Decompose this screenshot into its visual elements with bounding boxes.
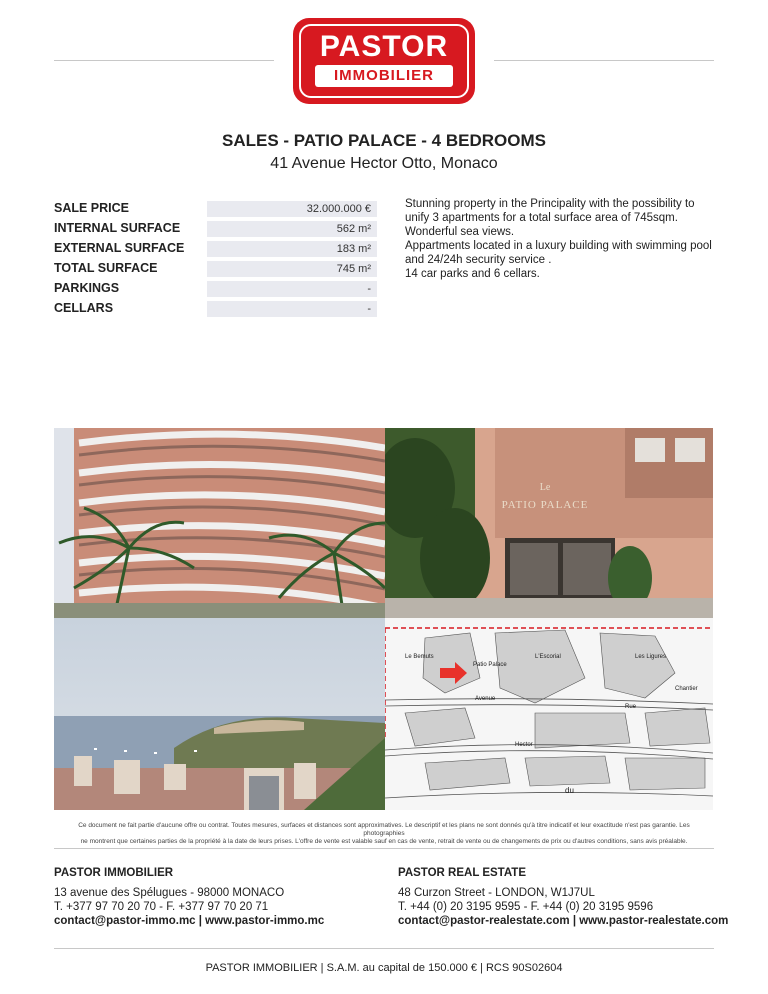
footer-london-contact-link[interactable]: contact@pastor-realestate.com | www.pastor-realestate.com <box>398 915 729 927</box>
spec-value-internal-surface: 562 m² <box>207 221 377 237</box>
map-label: Chantier <box>675 686 698 692</box>
map-label: Les Ligures <box>635 654 667 660</box>
map-label: Le Bemuts <box>405 654 434 660</box>
footer-rule-top <box>54 848 714 849</box>
spec-label-external-surface: EXTERNAL SURFACE <box>54 241 185 255</box>
spec-label-internal-surface: INTERNAL SURFACE <box>54 221 181 235</box>
disclaimer-line: Ce document ne fait partie d'aucune offre ou contrat. Toutes mesures, surfaces et distances sont approximatives. Le descriptif et les plans ne sont donnés qu'à titre indicatif et leur exactitude n'est pas garantie. Les photographies <box>78 822 690 837</box>
logo-text-pastor: PASTOR <box>319 30 449 63</box>
entrance-sign-line2: PATIO PALACE <box>501 499 589 511</box>
footer-london-name: PASTOR REAL ESTATE <box>398 867 527 879</box>
spec-label-parkings: PARKINGS <box>54 281 120 295</box>
spec-value-sale-price: 32.000.000 € <box>207 201 377 217</box>
footer-monaco-contact-link[interactable]: contact@pastor-immo.mc | www.pastor-immo.mc <box>54 915 325 927</box>
disclaimer-line: ne montrent que certaines parties de la propriété à la date de leurs prises. L'offre de vente est valable sauf en cas de vente, retrait de vente ou de changements de prix ou d'autres conditions, sans avis préalable. <box>80 838 688 845</box>
spec-value-total-surface: 745 m² <box>207 261 377 277</box>
footer-london-address: 48 Curzon Street - LONDON, W1J7UL <box>398 887 595 899</box>
spec-value-external-surface: 183 m² <box>207 241 377 257</box>
map-label: Hector <box>515 742 533 748</box>
header-rule-right <box>494 60 714 61</box>
map-label: Rue <box>625 704 637 710</box>
legal-disclaimer <box>60 822 708 846</box>
description-line: 14 car parks and 6 cellars. <box>405 268 540 280</box>
description-line: and 24/24h security service . <box>405 254 552 266</box>
map-label: Patio Palace <box>473 662 507 668</box>
photo-building-facade[interactable] <box>54 428 385 618</box>
entrance-sign-line1: Le <box>539 482 551 493</box>
company-legal-line: PASTOR IMMOBILIER | S.A.M. au capital de 150.000 € | RCS 90S02604 <box>205 962 563 974</box>
footer-monaco-phone: T. +377 97 70 20 70 - F. +377 97 70 20 71 <box>54 901 269 913</box>
photo-sea-view[interactable] <box>54 618 385 810</box>
description-line: Wonderful sea views. <box>405 226 515 238</box>
pastor-logo[interactable] <box>293 18 475 104</box>
header-rule-left <box>54 60 274 61</box>
footer-rule-bottom <box>54 948 714 949</box>
spec-value-parkings: - <box>207 281 377 297</box>
description-line: Appartments located in a luxury building with swimming pool <box>405 240 712 252</box>
photo-entrance[interactable] <box>385 428 713 618</box>
map-label: Avenue <box>475 696 496 702</box>
logo-text-immobilier: IMMOBILIER <box>334 67 434 84</box>
photo-street-map[interactable] <box>385 618 713 810</box>
footer-monaco-address: 13 avenue des Spélugues - 98000 MONACO <box>54 887 285 899</box>
spec-label-sale-price: SALE PRICE <box>54 201 130 215</box>
footer-london-phone: T. +44 (0) 20 3195 9595 - F. +44 (0) 20 3195 9596 <box>398 901 654 913</box>
listing-title: SALES - PATIO PALACE - 4 BEDROOMS <box>222 131 546 150</box>
property-description <box>405 197 725 281</box>
listing-address: 41 Avenue Hector Otto, Monaco <box>270 155 498 172</box>
description-line: unify 3 apartments for a total surface area of 745sqm. <box>405 212 678 224</box>
logo-band <box>315 65 453 87</box>
spec-label-cellars: CELLARS <box>54 301 114 315</box>
spec-value-cellars: - <box>207 301 377 317</box>
spec-label-total-surface: TOTAL SURFACE <box>54 261 158 275</box>
description-line: Stunning property in the Principality with the possibility to <box>405 198 695 210</box>
map-label: du <box>565 786 574 795</box>
footer-monaco-name: PASTOR IMMOBILIER <box>54 867 174 879</box>
map-label: L'Escorial <box>535 654 561 660</box>
